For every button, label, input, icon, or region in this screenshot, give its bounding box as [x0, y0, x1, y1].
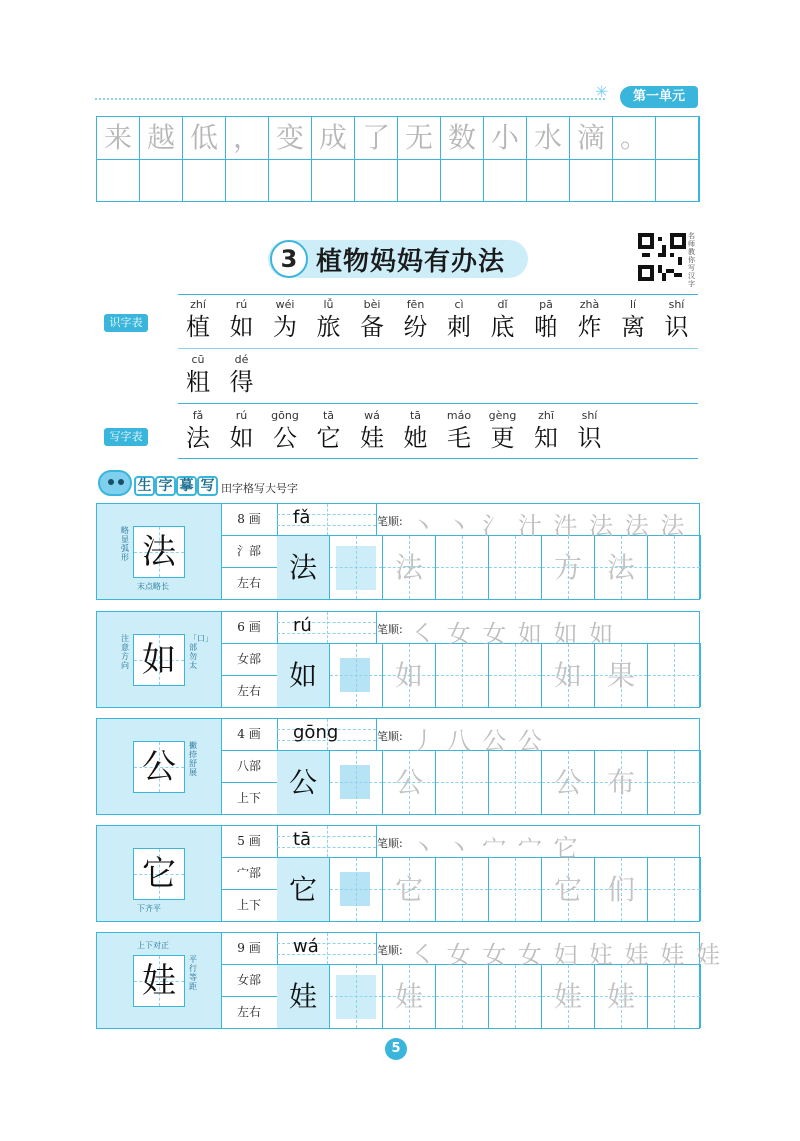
top-grid-cell[interactable] [656, 159, 699, 201]
top-grid-cell[interactable] [183, 159, 226, 201]
pinyin: gèng [488, 409, 517, 422]
char-entry [222, 409, 262, 453]
pinyin: dé [234, 353, 249, 366]
writing-tip: 末点略长 [137, 582, 169, 591]
pinyin: cì [454, 298, 464, 311]
practice-cell[interactable] [277, 965, 330, 1028]
sparkle-icon: ✳ [595, 82, 609, 101]
top-grid-cell: ， [226, 117, 269, 159]
practice-cell[interactable] [489, 536, 542, 599]
top-grid-cell: 小 [484, 117, 527, 159]
stroke-label: 笔顺: [377, 837, 403, 850]
pinyin-cell [277, 612, 377, 644]
stroke-label: 笔顺: [377, 944, 403, 957]
writing-tip: 略显弧形 [121, 526, 129, 562]
top-grid-cell: 。 [613, 117, 656, 159]
practice-cell[interactable] [436, 536, 489, 599]
hanzi: 如 [229, 424, 254, 452]
top-grid-cell[interactable] [355, 159, 398, 201]
top-grid-cell: 变 [269, 117, 312, 159]
practice-cell[interactable] [277, 751, 330, 814]
model-char-box [133, 634, 185, 686]
hanzi: 公 [273, 424, 297, 452]
trace-char: 如 [553, 659, 582, 692]
pinyin: zhà [579, 298, 600, 311]
radical: 八部 [221, 751, 277, 783]
hanzi: 识 [577, 424, 602, 452]
hanzi: 更 [490, 424, 515, 452]
practice-cell[interactable] [277, 644, 330, 707]
practice-cell[interactable] [383, 751, 436, 814]
stroke-order-row [377, 719, 701, 755]
char-entry [483, 409, 523, 453]
top-grid-cell: 数 [441, 117, 484, 159]
hanzi: 它 [316, 424, 341, 452]
character-block [96, 932, 723, 1029]
char-entry [570, 409, 610, 453]
pinyin: tā [293, 829, 312, 850]
top-grid-cell: 来 [97, 117, 140, 159]
pinyin: gōng [271, 409, 299, 422]
hanzi: 得 [229, 368, 254, 396]
write-label: 写字表 [104, 428, 148, 446]
practice-cell[interactable] [595, 965, 648, 1028]
practice-row [277, 536, 701, 599]
hanzi: 为 [273, 313, 297, 341]
practice-cell[interactable] [436, 751, 489, 814]
pinyin: fǎ [192, 409, 204, 422]
char-entry [526, 409, 566, 453]
trace-char: 公 [394, 766, 423, 799]
bird-mascot-icon [98, 470, 132, 496]
char-entry [657, 298, 697, 342]
trace-char: 如 [394, 659, 423, 692]
practice-cell[interactable] [542, 536, 595, 599]
practice-cell[interactable] [648, 751, 701, 814]
practice-cell[interactable] [383, 858, 436, 921]
char-entry [352, 298, 392, 342]
practice-cell[interactable] [383, 965, 436, 1028]
model-panel [97, 719, 222, 814]
char-entry [222, 298, 262, 342]
char-info [221, 612, 278, 707]
qr-caption: 名师教你写汉字 [688, 232, 695, 288]
top-grid-cell: 越 [140, 117, 183, 159]
stroke-order-row [377, 504, 701, 540]
top-writing-grid [96, 116, 700, 202]
practice-cell[interactable] [595, 644, 648, 707]
writing-tip: 平行等距 [189, 955, 197, 991]
practice-cell[interactable] [330, 858, 383, 921]
hanzi: 粗 [186, 368, 210, 396]
trace-char: 公 [277, 751, 329, 814]
top-grid-cell[interactable] [97, 159, 140, 201]
section-subtitle: 田字格写大号字 [221, 482, 298, 495]
model-char-box [133, 526, 185, 578]
char-entry [570, 298, 610, 342]
trace-char: 娃 [606, 980, 635, 1013]
character-block [96, 611, 700, 708]
trace-char: 果 [606, 659, 635, 692]
pinyin-cell [277, 719, 377, 751]
hanzi: 离 [621, 313, 645, 341]
trace-char: 法 [394, 551, 423, 584]
section-title-char: 生 [134, 476, 155, 496]
writing-tip: 注意方向 [121, 634, 129, 670]
pinyin: fēn [406, 298, 425, 311]
pinyin: bèi [363, 298, 381, 311]
char-info [221, 504, 278, 599]
trace-char: 娃 [553, 980, 582, 1013]
pinyin: gōng [293, 722, 339, 743]
hanzi: 知 [534, 424, 558, 452]
stroke-count: 6 画 [221, 612, 277, 644]
char-entry [352, 409, 392, 453]
practice-cell[interactable] [648, 644, 701, 707]
pinyin: máo [446, 409, 472, 422]
structure: 上下 [236, 898, 261, 912]
char-entry [265, 298, 305, 342]
stroke-sequence: 丶 丶 氵 汁 汼 法 法 法 [411, 512, 687, 540]
practice-cell[interactable] [595, 858, 648, 921]
pinyin-cell [277, 504, 377, 536]
practice-cell[interactable] [436, 858, 489, 921]
stroke-label: 笔顺: [377, 730, 403, 743]
top-grid-cell[interactable] [140, 159, 183, 201]
top-grid-cell [656, 117, 699, 159]
character-block [96, 503, 700, 600]
writing-tip: 「口」部勿太 [189, 634, 213, 670]
pinyin: wá [293, 936, 319, 957]
pinyin: rú [235, 409, 248, 422]
writing-tip: 撇捺舒展 [189, 741, 197, 777]
hanzi: 底 [490, 313, 515, 341]
section-title-char: 字 [155, 476, 176, 496]
stroke-count: 8 画 [221, 504, 277, 536]
pinyin-cell [277, 826, 377, 858]
char-info [221, 933, 278, 1028]
practice-cell[interactable] [330, 536, 383, 599]
char-entry [222, 353, 262, 397]
char-entry [439, 298, 479, 342]
trace-char: 娃 [277, 965, 329, 1028]
model-char-box [133, 848, 185, 900]
hanzi: 纷 [403, 313, 428, 341]
radical: 女部 [221, 965, 277, 997]
practice-cell[interactable] [330, 751, 383, 814]
top-grid-cell[interactable] [226, 159, 269, 201]
stroke-order-row [377, 826, 701, 862]
char-entry [396, 298, 436, 342]
unit-label: 第一单元 [620, 86, 698, 108]
top-grid-cell[interactable] [312, 159, 355, 201]
structure: 上下 [236, 791, 261, 805]
char-entry [396, 409, 436, 453]
practice-cell[interactable] [542, 644, 595, 707]
practice-cell[interactable] [595, 536, 648, 599]
hanzi: 法 [186, 424, 210, 452]
pinyin: rú [235, 298, 248, 311]
practice-cell[interactable] [383, 644, 436, 707]
trace-char: 它 [277, 858, 329, 921]
pinyin: zhī [538, 409, 554, 422]
section-title-char: 写 [197, 476, 218, 496]
hanzi: 备 [360, 313, 384, 341]
hanzi: 她 [403, 424, 428, 452]
model-char-box [133, 741, 185, 793]
model-char: 如 [142, 640, 176, 680]
practice-cell[interactable] [330, 644, 383, 707]
character-block [96, 825, 700, 922]
trace-char: 法 [277, 536, 329, 599]
stroke-label: 笔顺: [377, 515, 403, 528]
trace-char: 公 [553, 766, 582, 799]
recognize-label: 识字表 [104, 314, 148, 332]
practice-cell[interactable] [542, 751, 595, 814]
stroke-sequence: 丶 丶 宀 宀 它 [411, 834, 580, 862]
lesson-number: 3 [270, 240, 308, 278]
practice-row [277, 965, 701, 1028]
top-grid-cell[interactable] [613, 159, 656, 201]
top-grid-cell: 无 [398, 117, 441, 159]
char-entry [439, 409, 479, 453]
pinyin: tā [322, 409, 335, 422]
recognize-top-line [178, 294, 698, 295]
top-grid-cell[interactable] [570, 159, 613, 201]
model-char: 公 [142, 747, 176, 787]
practice-cell[interactable] [489, 751, 542, 814]
hanzi: 如 [229, 313, 254, 341]
pinyin: wá [364, 409, 380, 422]
hanzi: 刺 [447, 313, 471, 341]
char-entry [526, 298, 566, 342]
hanzi: 毛 [447, 424, 471, 452]
trace-char: 娃 [394, 980, 423, 1013]
practice-cell[interactable] [595, 751, 648, 814]
model-char: 它 [142, 854, 176, 894]
char-entry [178, 353, 218, 397]
pinyin: lí [629, 298, 637, 311]
pinyin: dǐ [497, 298, 508, 311]
trace-char: 布 [606, 766, 635, 799]
model-char-box [133, 955, 185, 1007]
trace-char: 它 [394, 873, 423, 906]
pinyin: shí [668, 298, 685, 311]
char-entry [309, 298, 349, 342]
model-panel [97, 612, 222, 707]
structure: 左右 [236, 684, 261, 698]
char-entry [483, 298, 523, 342]
char-entry [178, 409, 218, 453]
trace-char: 方 [553, 551, 582, 584]
practice-cell[interactable] [436, 644, 489, 707]
hanzi: 旅 [316, 313, 341, 341]
pinyin: wéi [275, 298, 295, 311]
model-char: 娃 [142, 961, 176, 1001]
hanzi: 娃 [360, 424, 384, 452]
top-grid-cell: 了 [355, 117, 398, 159]
stroke-count: 5 画 [221, 826, 277, 858]
char-info [221, 826, 278, 921]
qr-code-icon[interactable] [638, 233, 686, 281]
radical: 宀部 [221, 858, 277, 890]
hanzi: 植 [186, 313, 210, 341]
stroke-order-row [377, 612, 701, 648]
pinyin: fǎ [293, 507, 311, 528]
character-block [96, 718, 700, 815]
pinyin: cū [191, 353, 205, 366]
top-grid-cell: 低 [183, 117, 226, 159]
model-panel [97, 933, 222, 1028]
trace-char: 们 [606, 873, 635, 906]
trace-char: 它 [553, 873, 582, 906]
practice-cell[interactable] [489, 644, 542, 707]
top-grid-cell[interactable] [441, 159, 484, 201]
structure: 左右 [236, 576, 261, 590]
section-title-char: 摹 [176, 476, 197, 496]
radical: 氵部 [221, 536, 277, 568]
pinyin: rú [293, 615, 312, 636]
lesson-title: 植物妈妈有办法 [316, 247, 506, 277]
page-number: 5 [385, 1038, 407, 1060]
top-grid-cell[interactable] [269, 159, 312, 201]
practice-cell[interactable] [648, 858, 701, 921]
stroke-label: 笔顺: [377, 623, 403, 636]
stroke-sequence: ㇛ 女 女 如 如 如 [411, 620, 616, 648]
practice-row [277, 751, 701, 814]
structure: 左右 [236, 1005, 261, 1019]
trace-char: 如 [277, 644, 329, 707]
stroke-count: 9 画 [221, 933, 277, 965]
model-panel [97, 504, 222, 599]
hanzi: 啪 [534, 313, 558, 341]
stroke-order-row [377, 933, 723, 969]
pinyin: lǚ [323, 298, 334, 311]
pinyin: tā [409, 409, 422, 422]
practice-cell[interactable] [489, 965, 542, 1028]
top-grid-cell: 成 [312, 117, 355, 159]
practice-cell[interactable] [277, 858, 330, 921]
stroke-count: 4 画 [221, 719, 277, 751]
char-entry [178, 298, 218, 342]
top-grid-cell: 滴 [570, 117, 613, 159]
radical: 女部 [221, 644, 277, 676]
practice-cell[interactable] [542, 858, 595, 921]
practice-cell[interactable] [542, 965, 595, 1028]
pinyin: pā [539, 298, 553, 311]
practice-cell[interactable] [648, 536, 701, 599]
hanzi: 炸 [577, 313, 602, 341]
writing-tip: 上下对正 [137, 941, 169, 950]
writing-tip: 下齐平 [137, 904, 161, 913]
char-entry [265, 409, 305, 453]
practice-cell[interactable] [489, 858, 542, 921]
practice-cell[interactable] [436, 965, 489, 1028]
hanzi: 识 [664, 313, 689, 341]
char-entry [309, 409, 349, 453]
practice-row [277, 858, 701, 921]
top-grid-cell: 水 [527, 117, 570, 159]
model-char: 法 [142, 532, 176, 572]
pinyin: shí [581, 409, 598, 422]
char-entry [613, 298, 653, 342]
top-grid-cell[interactable] [484, 159, 527, 201]
top-grid-cell[interactable] [527, 159, 570, 201]
practice-cell[interactable] [648, 965, 701, 1028]
header-dotted-line [95, 98, 605, 100]
trace-char: 法 [606, 551, 635, 584]
pinyin-cell [277, 933, 377, 965]
model-panel [97, 826, 222, 921]
pinyin: zhí [190, 298, 206, 311]
practice-cell[interactable] [277, 536, 330, 599]
practice-cell[interactable] [330, 965, 383, 1028]
practice-cell[interactable] [383, 536, 436, 599]
stroke-sequence: ㇛ 女 女 女 妇 妵 娃 娃 娃 [411, 941, 723, 969]
char-info [221, 719, 278, 814]
top-grid-cell[interactable] [398, 159, 441, 201]
stroke-sequence: 丿 八 公 公 [411, 727, 544, 755]
practice-row [277, 644, 701, 707]
